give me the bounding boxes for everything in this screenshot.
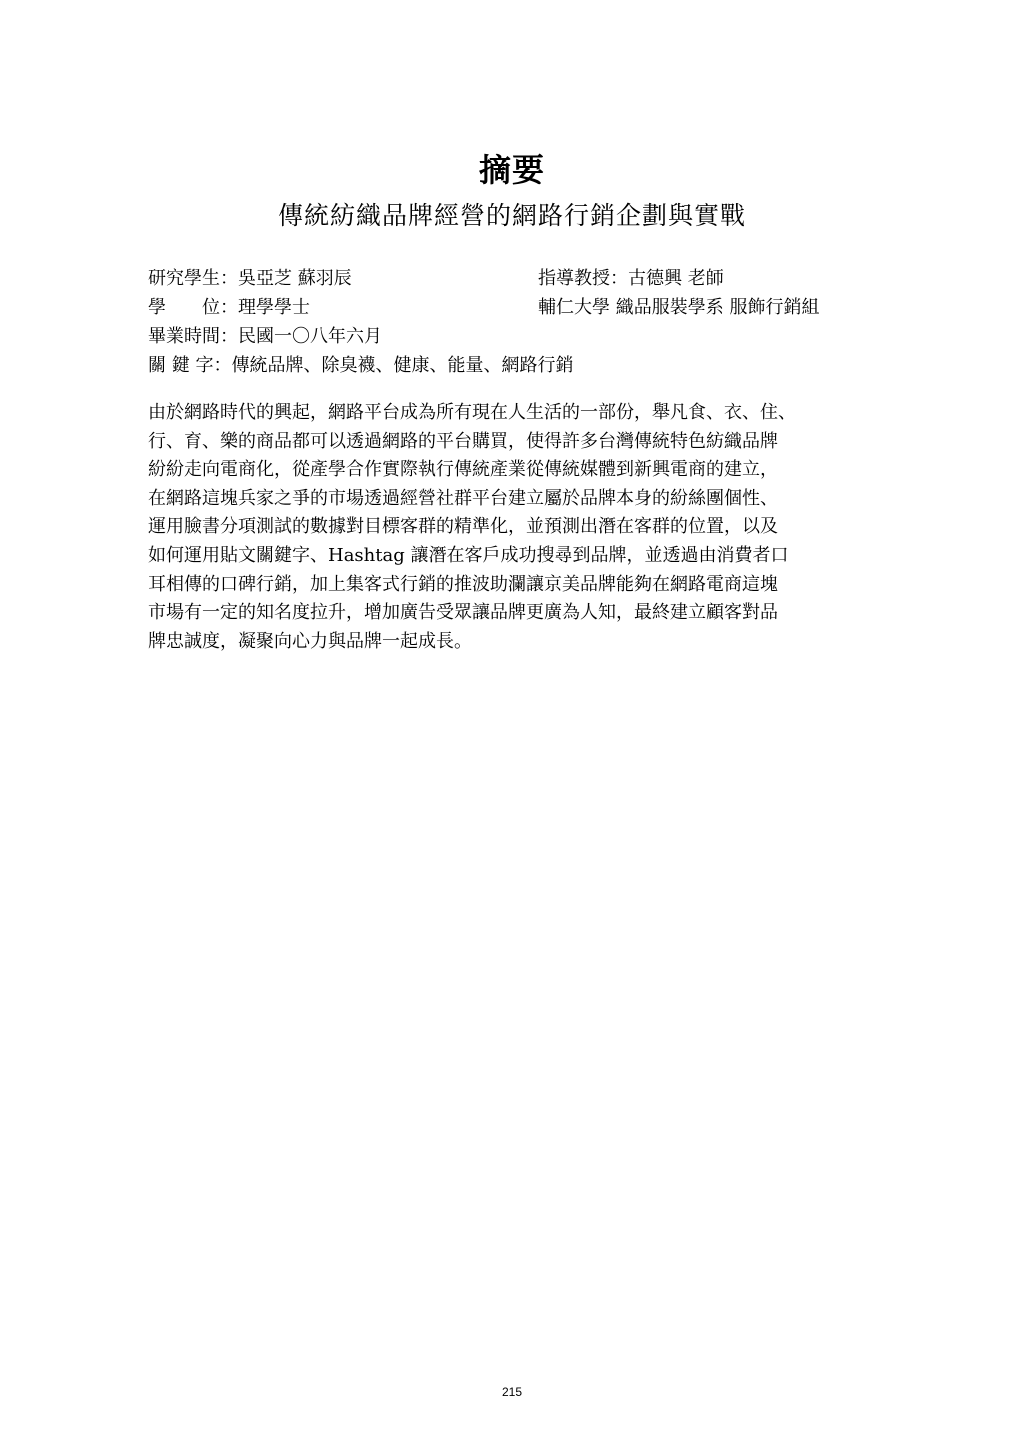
abstract-line: 運用臉書分項測試的數據對目標客群的精準化，並預測出潛在客群的位置，以及 bbox=[148, 516, 778, 538]
abstract-line: 如何運用貼文關鍵字、Hashtag 讓潛在客戶成功搜尋到品牌，並透過由消費者口 bbox=[148, 544, 789, 566]
meta-row-keywords bbox=[148, 351, 888, 380]
abstract-body bbox=[148, 399, 890, 656]
abstract-line: 市場有一定的知名度拉升，增加廣告受眾讓品牌更廣為人知，最終建立顧客對品 bbox=[148, 602, 778, 624]
student-names: 研究學生：吳亞芝 蘇羽辰 bbox=[148, 268, 352, 289]
abstract-line: 由於網路時代的興起，網路平台成為所有現在人生活的一部份，舉凡食、衣、住、 bbox=[148, 402, 796, 423]
graduation-date: 畢業時間：民國一〇八年六月 bbox=[148, 326, 382, 347]
meta-row-student-advisor bbox=[148, 264, 888, 293]
meta-row-graduation bbox=[148, 322, 888, 351]
abstract-line: 行、育、樂的商品都可以透過網路的平台購買，使得許多台灣傳統特色紡織品牌 bbox=[148, 430, 778, 452]
abstract-line: 耳相傳的口碑行銷，加上集客式行銷的推波助瀾讓京美品牌能夠在網路電商這塊 bbox=[148, 573, 778, 595]
thesis-metadata bbox=[148, 264, 888, 380]
page-title: 摘要 bbox=[478, 151, 545, 189]
degree: 學 位：理學學士 bbox=[148, 297, 310, 318]
advisor-name: 指導教授：古德興 老師 bbox=[538, 268, 724, 289]
thesis-title: 傳統紡織品牌經營的網路行銷企劃與實戰 bbox=[277, 201, 746, 230]
keywords: 關 鍵 字：傳統品牌、除臭襪、健康、能量、網路行銷 bbox=[148, 355, 574, 376]
abstract-line: 牌忠誠度，凝聚向心力與品牌一起成長。 bbox=[148, 630, 472, 652]
abstract-line: 在網路這塊兵家之爭的市場透過經營社群平台建立屬於品牌本身的紛絲團個性、 bbox=[148, 487, 778, 509]
department: 輔仁大學 織品服裝學系 服飾行銷組 bbox=[538, 297, 820, 318]
meta-row-degree-department bbox=[148, 293, 888, 322]
page-number: 215 bbox=[501, 1385, 523, 1399]
abstract-line: 紛紛走向電商化，從產學合作實際執行傳統產業從傳統媒體到新興電商的建立， bbox=[148, 459, 778, 481]
